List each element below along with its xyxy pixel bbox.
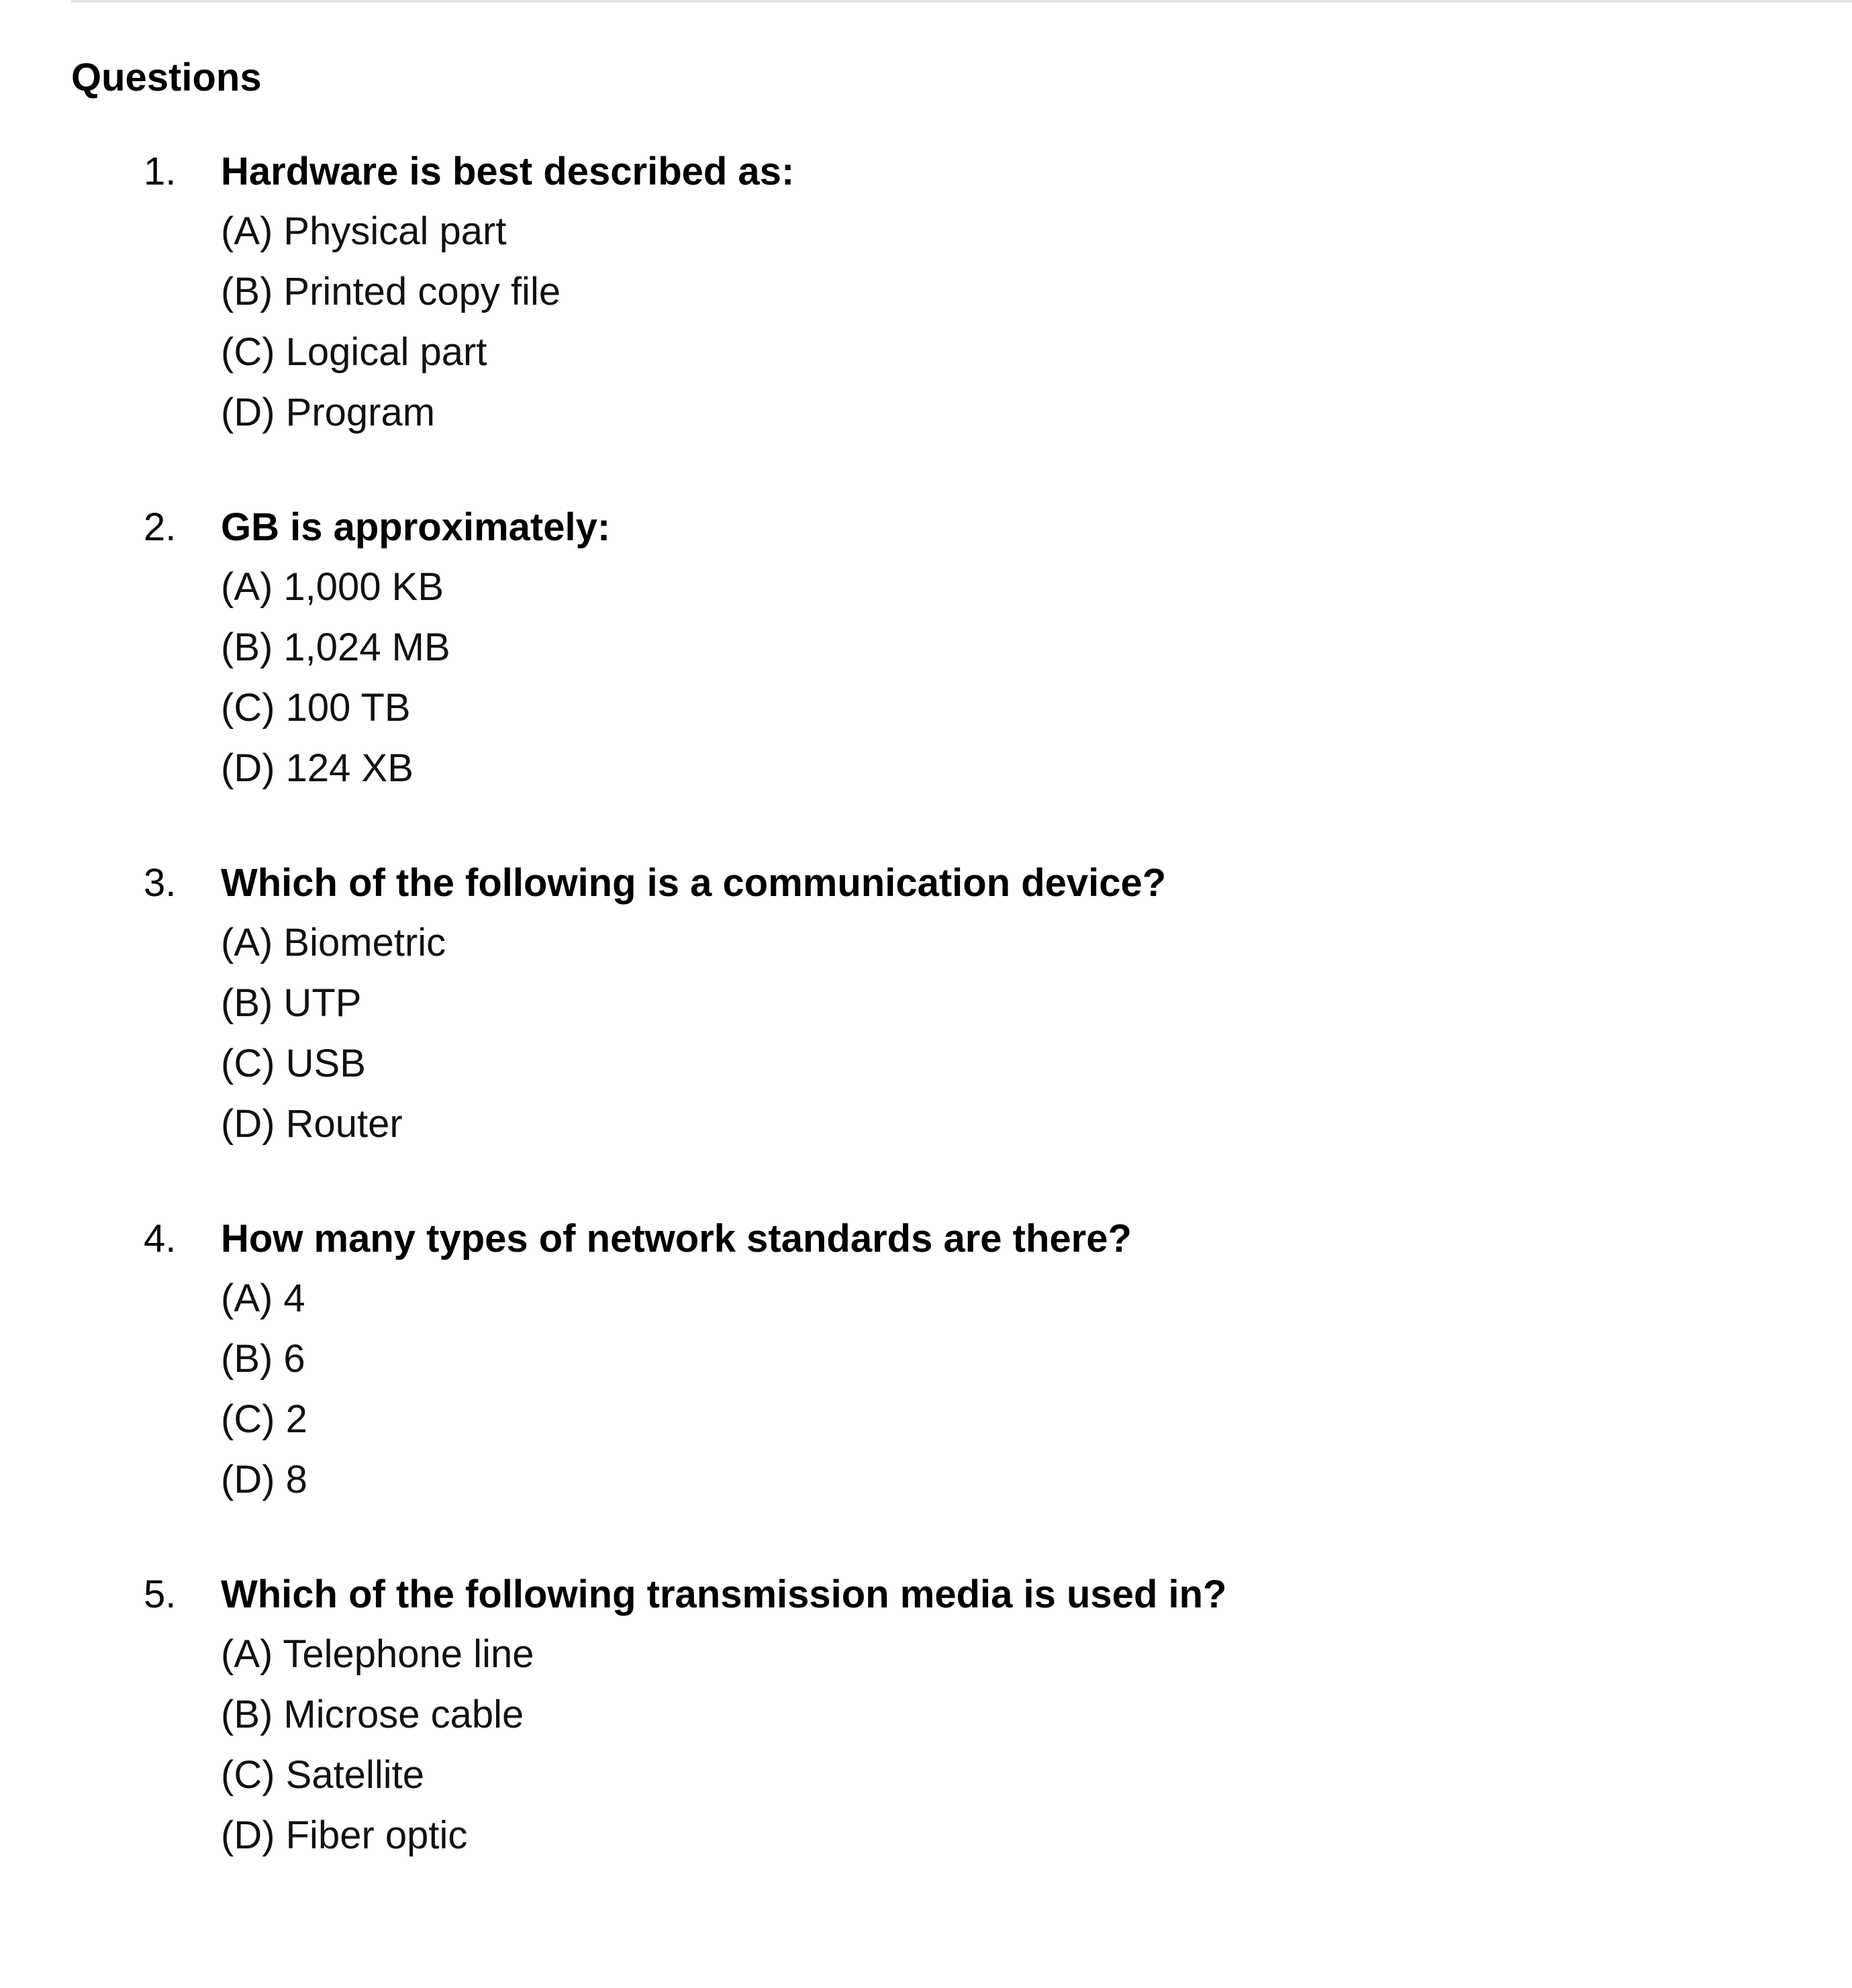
option-a: (A) 4 — [221, 1277, 305, 1320]
question-item — [0, 1209, 1226, 1510]
option-d: (D) Program — [221, 391, 436, 434]
option-d: (D) 124 XB — [221, 746, 413, 790]
option-c: (C) 100 TB — [221, 686, 411, 730]
option-c: (C) 2 — [221, 1397, 307, 1441]
question-number: 1. — [144, 150, 177, 193]
question-text: How many types of network standards are there? — [221, 1217, 1132, 1260]
option-a: (A) Biometric — [221, 921, 446, 964]
option-b: (B) 1,024 MB — [221, 626, 450, 669]
option-d: (D) Fiber optic — [221, 1813, 468, 1857]
option-a: (A) Telephone line — [221, 1632, 534, 1676]
option-d: (D) Router — [221, 1102, 403, 1146]
question-item — [0, 498, 1226, 799]
option-c: (C) Satellite — [221, 1753, 424, 1797]
option-list — [221, 913, 1226, 1154]
question-number: 2. — [144, 505, 177, 549]
top-divider — [71, 0, 1852, 3]
question-text: Which of the following is a communication device? — [221, 861, 1167, 905]
option-list — [221, 1269, 1226, 1510]
option-d: (D) 8 — [221, 1458, 307, 1501]
question-item — [0, 142, 1226, 443]
option-list — [221, 557, 1226, 799]
option-b: (B) Microse cable — [221, 1693, 524, 1736]
question-item — [0, 1565, 1226, 1866]
page-title: Questions — [71, 56, 262, 99]
question-number: 3. — [144, 861, 177, 905]
question-text: Hardware is best described as: — [221, 150, 795, 193]
option-c: (C) Logical part — [221, 330, 487, 374]
option-b: (B) 6 — [221, 1337, 305, 1381]
option-c: (C) USB — [221, 1042, 366, 1085]
question-list — [0, 142, 1226, 1921]
option-b: (B) Printed copy file — [221, 270, 561, 313]
question-number: 4. — [144, 1217, 177, 1260]
option-list — [221, 201, 1226, 443]
question-number: 5. — [144, 1573, 177, 1616]
option-a: (A) Physical part — [221, 209, 507, 253]
option-a: (A) 1,000 KB — [221, 565, 444, 609]
question-item — [0, 854, 1226, 1154]
question-text: Which of the following transmission media is used in? — [221, 1573, 1227, 1616]
option-b: (B) UTP — [221, 981, 362, 1025]
option-list — [221, 1624, 1226, 1866]
question-text: GB is approximately: — [221, 505, 611, 549]
